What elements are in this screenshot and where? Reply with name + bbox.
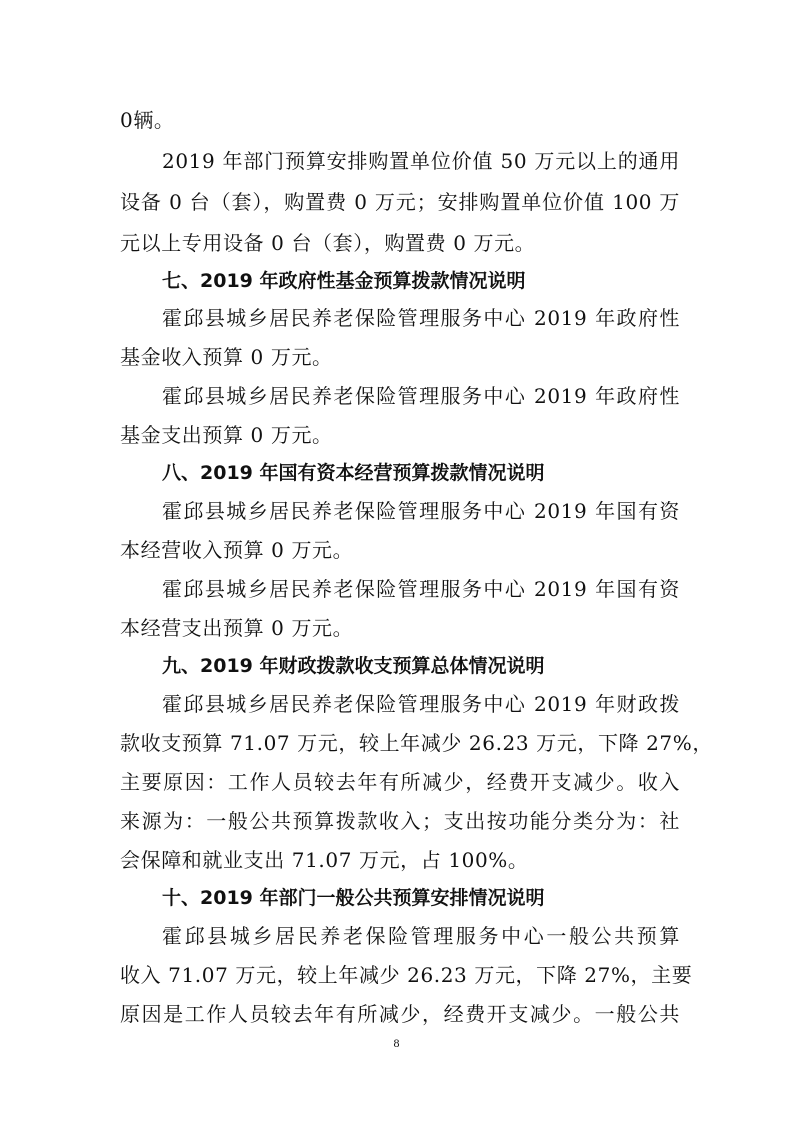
text-line: 霍邱县城乡居民养老保险管理服务中心 2019 年政府性	[162, 306, 680, 330]
text-line: 元以上专用设备 0 台（套），购置费 0 万元。	[120, 231, 536, 255]
text-line: 收入 71.07 万元，较上年减少 26.23 万元，下降 27%，主要	[120, 963, 693, 987]
text-line: 本经营支出预算 0 万元。	[120, 616, 354, 640]
text-line: 0辆。	[120, 108, 175, 132]
text-line: 本经营收入预算 0 万元。	[120, 538, 354, 562]
text-line: 2019 年部门预算安排购置单位价值 50 万元以上的通用	[162, 149, 680, 173]
text-line: 霍邱县城乡居民养老保险管理服务中心一般公共预算	[162, 924, 680, 948]
text-line: 霍邱县城乡居民养老保险管理服务中心 2019 年财政拨	[162, 692, 680, 716]
text-line: 设备 0 台（套），购置费 0 万元；安排购置单位价值 100 万	[120, 190, 680, 214]
section-heading: 九、2019 年财政拨款收支预算总体情况说明	[162, 655, 545, 677]
text-line: 款收支预算 71.07 万元，较上年减少 26.23 万元，下降 27%，	[120, 731, 713, 755]
section-heading: 十、2019 年部门一般公共预算安排情况说明	[162, 887, 545, 909]
section-heading: 七、2019 年政府性基金预算拨款情况说明	[162, 270, 526, 292]
text-line: 基金收入预算 0 万元。	[120, 345, 333, 369]
text-line: 主要原因：工作人员较去年有所减少，经费开支减少。收入	[120, 770, 680, 794]
text-line: 霍邱县城乡居民养老保险管理服务中心 2019 年政府性	[162, 384, 680, 408]
text-line: 霍邱县城乡居民养老保险管理服务中心 2019 年国有资	[162, 499, 680, 523]
section-heading: 八、2019 年国有资本经营预算拨款情况说明	[162, 462, 545, 484]
text-line: 会保障和就业支出 71.07 万元，占 100%。	[120, 848, 529, 872]
text-line: 来源为：一般公共预算拨款收入；支出按功能分类分为：社	[120, 809, 680, 833]
text-line: 原因是工作人员较去年有所减少，经费开支减少。一般公共	[120, 1002, 680, 1026]
page-number: 8	[393, 1036, 400, 1050]
text-line: 霍邱县城乡居民养老保险管理服务中心 2019 年国有资	[162, 577, 680, 601]
text-line: 基金支出预算 0 万元。	[120, 423, 333, 447]
